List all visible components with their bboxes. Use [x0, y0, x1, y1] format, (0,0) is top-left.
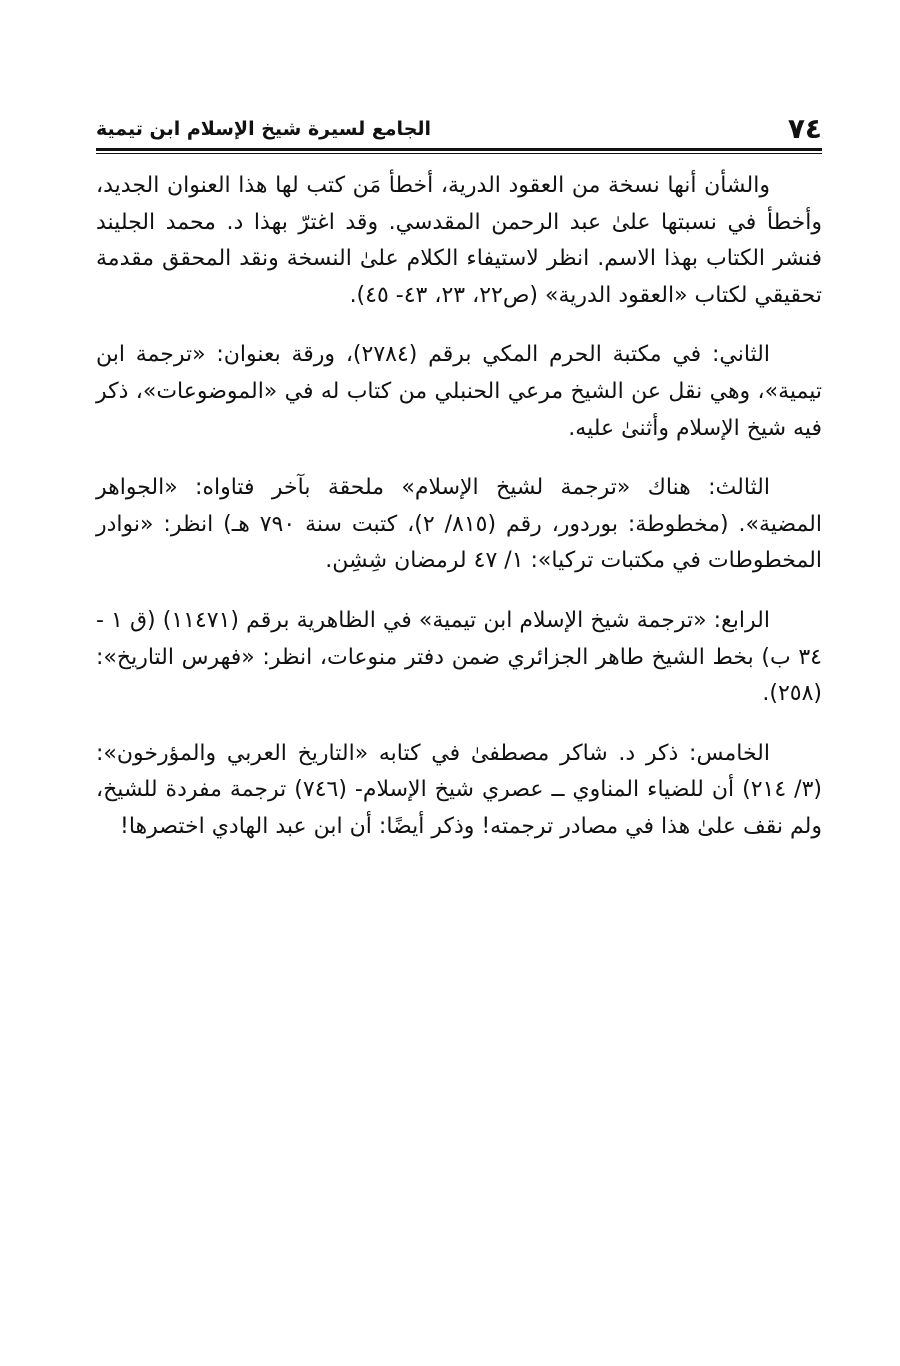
paragraph-continuation: والشأن أنها نسخة من العقود الدرية، أخطأ مَن كتب لها هذا العنوان الجديد، وأخطأ في نسبتها علىٰ عبد الرحمن المقدسي. وقد اغترّ بهذا د. محمد الجليند فنشر الكتاب بهذا الاسم. انظر لاستيفاء الكلام علىٰ النسخة ونقد المحقق مقدمة تحقيقي لكتاب «العقود الدرية» (ص٢٢، ٢٣، ٤٣- ٤٥).	[96, 173, 822, 308]
header-rule	[96, 148, 822, 151]
page-body	[96, 168, 822, 869]
paragraph-fourth-copy: الرابع: «ترجمة شيخ الإسلام ابن تيمية» في الظاهرية برقم (١١٤٧١) (ق ١ - ٣٤ ب) بخط الشيخ طاهر الجزائري ضمن دفتر منوعات، انظر: «فهرس التاريخ»: (٢٥٨).	[96, 607, 822, 707]
paragraph-third-copy: الثالث: هناك «ترجمة لشيخ الإسلام» ملحقة بآخر فتاواه: «الجواهر المضية». (مخطوطة: بوردور، رقم (٨١٥/ ٢)، كتبت سنة ٧٩٠ هـ) انظر: «نوادر المخطوطات في مكتبات تركيا»: ١/ ٤٧ لرمضان شِشِن.	[96, 475, 822, 574]
page-header	[96, 112, 822, 146]
running-title: الجامع لسيرة شيخ الإسلام ابن تيمية	[96, 118, 432, 140]
header-rule-thin	[96, 153, 822, 154]
paragraph-fifth-copy: الخامس: ذكر د. شاكر مصطفىٰ في كتابه «التاريخ العربي والمؤرخون»: (٣/ ٢١٤) أن للضياء المناوي ــ عصري شيخ الإسلام- (٧٤٦) ترجمة مفردة للشيخ، ولم نقف علىٰ هذا في مصادر ترجمته! وذكر أيضًا: أن ابن عبد الهادي اختصرها!	[96, 740, 823, 839]
paragraph-second-copy: الثاني: في مكتبة الحرم المكي برقم (٢٧٨٤)، ورقة بعنوان: «ترجمة ابن تيمية»، وهي نقل عن الشيخ مرعي الحنبلي من كتاب له في «الموضوعات»، ذكر فيه شيخ الإسلام وأثنىٰ عليه.	[96, 342, 822, 441]
page-number: ٧٤	[787, 112, 822, 145]
